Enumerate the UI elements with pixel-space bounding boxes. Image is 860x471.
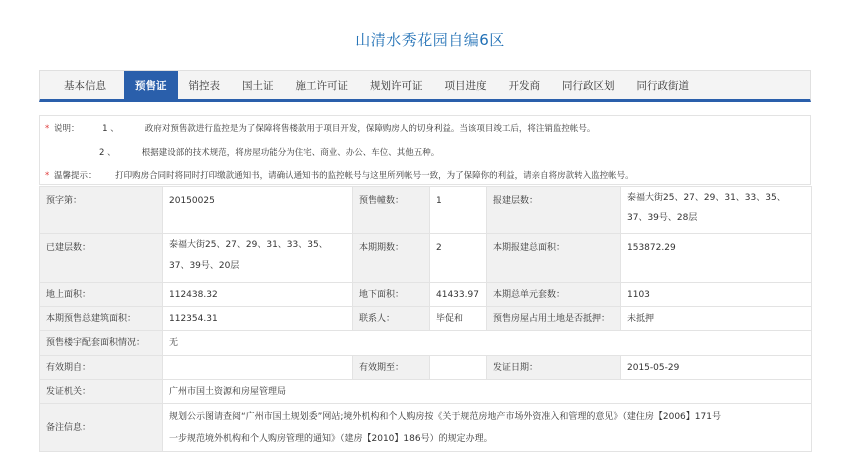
- valid-to-value: [430, 356, 487, 380]
- table-row: [40, 283, 812, 307]
- tab-planning-permit[interactable]: 规划许可证: [370, 79, 423, 92]
- tab-same-district[interactable]: 同行政区划: [562, 79, 615, 92]
- warm-tip-label: 温馨提示：: [53, 171, 97, 181]
- presale-no-label: 预字第：: [40, 187, 163, 234]
- warm-tip-text: 打印购房合同时将同时打印缴款通知书，请确认通知书的监控帐号与这里所列帐号一致，为了保障你的利益，请亲自将房款转入监控帐号。: [115, 171, 634, 181]
- tab-bar: [39, 70, 811, 102]
- reported-floors-value: 泰福大街25、27、29、31、33、35、37、39号、28层: [621, 187, 812, 234]
- table-row: [40, 307, 812, 331]
- presale-buildings-label: 预售幢数：: [353, 187, 430, 234]
- valid-from-label: 有效期自：: [40, 356, 163, 380]
- valid-to-label: 有效期至：: [353, 356, 430, 380]
- total-area-label: 本期报建总面积：: [487, 234, 621, 283]
- contact-value: 毕促和: [430, 307, 487, 331]
- explain-item1-number: 1 、: [102, 124, 119, 134]
- table-row: [40, 331, 812, 356]
- above-ground-area-value: 112438.32: [163, 283, 353, 307]
- presale-no-value: 20150025: [163, 187, 353, 234]
- units-value: 1103: [621, 283, 812, 307]
- supporting-area-label: 预售楼宇配套面积情况：: [40, 331, 163, 356]
- table-row: [40, 380, 812, 404]
- valid-from-value: [163, 356, 353, 380]
- units-label: 本期总单元套数：: [487, 283, 621, 307]
- issue-date-value: 2015-05-29: [621, 356, 812, 380]
- table-row: [40, 404, 812, 452]
- phase-value: 2: [430, 234, 487, 283]
- tab-construction-permit[interactable]: 施工许可证: [295, 79, 348, 92]
- presale-area-label: 本期预售总建筑面积：: [40, 307, 163, 331]
- tab-developer[interactable]: 开发商: [508, 79, 540, 92]
- tab-land-certificate[interactable]: 国土证: [242, 79, 274, 92]
- warm-tip-line: * 温馨提示： 打印购房合同时将同时打印缴款通知书，请确认通知书的监控帐号与这里所列帐号一致，为了保障你的利益，请亲自将房款转入监控帐号。: [45, 171, 634, 181]
- explain-item1-text: 政府对预售款进行监控是为了保障将售楼款用于项目开发，保障购房人的切身利益。当该项目竣工后，将注销监控帐号。: [144, 124, 596, 134]
- contact-label: 联系人：: [353, 307, 430, 331]
- tab-presale-permit[interactable]: 预售证: [124, 71, 178, 99]
- table-row: [40, 356, 812, 380]
- explain-line-1: * 说明： 1 、 政府对预售款进行监控是为了保障将售楼款用于项目开发，保障购房人的切身利益。当该项目竣工后，将注销监控帐号。: [45, 124, 596, 134]
- notice-box: [39, 115, 811, 185]
- tab-sales-control[interactable]: 销控表: [188, 79, 220, 92]
- total-area-value: 153872.29: [621, 234, 812, 283]
- issue-date-label: 发证日期：: [487, 356, 621, 380]
- mortgage-value: 未抵押: [621, 307, 812, 331]
- explain-item2-number: 2 、: [99, 148, 116, 158]
- page-title: 山清水秀花园自编6区: [355, 31, 505, 49]
- authority-label: 发证机关：: [40, 380, 163, 404]
- presale-buildings-value: 1: [430, 187, 487, 234]
- remarks-label: 备注信息：: [40, 404, 163, 452]
- authority-value: 广州市国土资源和房屋管理局: [163, 380, 812, 404]
- above-ground-area-label: 地上面积：: [40, 283, 163, 307]
- table-row: [40, 187, 812, 234]
- remarks-line-1: 规划公示图请查阅“广州市国土规划委”网站;境外机构和个人购房按《关于规范房地产市场外资准入和管理的意见》（建住房【2006】171号: [169, 411, 721, 422]
- built-floors-value: 泰福大街25、27、29、31、33、35、37、39号、20层: [163, 234, 353, 283]
- reported-floors-label: 报建层数：: [487, 187, 621, 234]
- explain-line-2: [99, 146, 439, 158]
- tab-basic-info[interactable]: 基本信息: [64, 79, 106, 92]
- explain-label: 说明：: [53, 124, 80, 134]
- supporting-area-value: 无: [163, 331, 812, 356]
- built-floors-label: 已建层数：: [40, 234, 163, 283]
- phase-label: 本期期数：: [353, 234, 430, 283]
- below-ground-area-label: 地下面积：: [353, 283, 430, 307]
- remarks-value: [163, 404, 812, 452]
- below-ground-area-value: 41433.97: [430, 283, 487, 307]
- tab-same-street[interactable]: 同行政街道: [636, 79, 689, 92]
- explain-item2-text: 根据建设部的技术规范，将房屋功能分为住宅、商业、办公、车位、其他五种。: [141, 148, 440, 158]
- table-row: [40, 234, 812, 283]
- presale-permit-table: [39, 186, 812, 452]
- mortgage-label: 预售房屋占用土地是否抵押：: [487, 307, 621, 331]
- tab-project-progress[interactable]: 项目进度: [444, 79, 487, 92]
- presale-area-value: 112354.31: [163, 307, 353, 331]
- remarks-line-2: 一步规范境外机构和个人购房管理的通知》（建房【2010】186号）的规定办理。: [169, 433, 493, 444]
